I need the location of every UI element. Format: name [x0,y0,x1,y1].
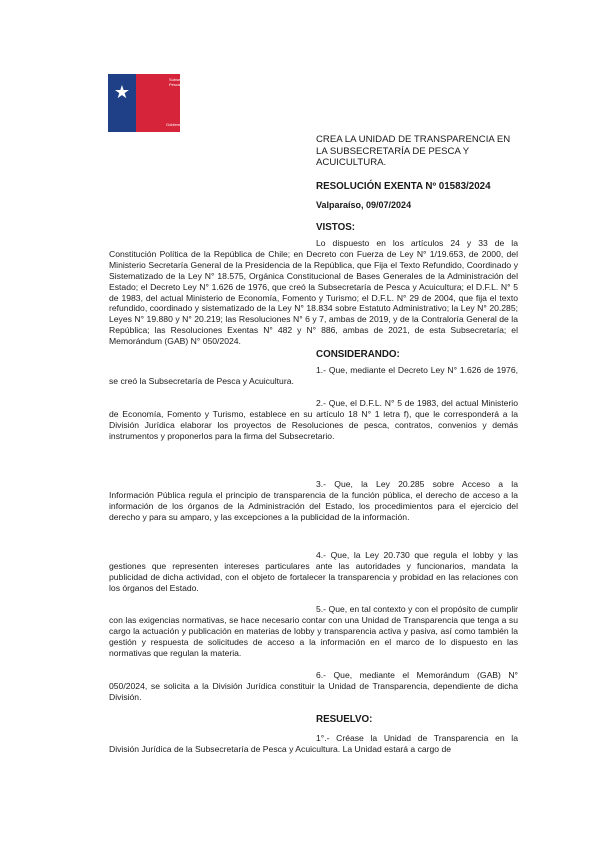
document-subject: CREA LA UNIDAD DE TRANSPARENCIA EN LA SUBSECRETARÍA DE PESCA Y ACUICULTURA. [316,134,511,168]
considerando-item-3: 3.- Que, la Ley 20.285 sobre Acceso a la Información Pública regula el principio de transparencia de la función pública, el derecho de acceso a la información de los órganos de la Administración del Estado, los procedimientos para el ejercicio del derecho y para su amparo, y las excepciones a la publicidad de la información. [109,479,518,522]
considerando-heading: CONSIDERANDO: [316,349,400,360]
logo-red-band [136,74,204,132]
logo-unit-name: Gobierno de Chile [166,122,199,127]
considerando-item-2: 2.- Que, el D.F.L. N° 5 de 1983, del actual Ministerio de Economía, Fomento y Turismo, establece en su artículo 18 N° 1 letra f), que le corresponderá a la División Jurídica elaborar los proyectos de Resoluciones de pesca, contratos, convenios y demás instrumentos y proponerlos para la firma del Subsecretario. [109,398,518,441]
resuelvo-heading: RESUELVO: [316,714,373,725]
resolution-title: RESOLUCIÓN EXENTA Nº 01583/2024 [316,181,491,192]
institution-logo [108,74,204,132]
logo-org-name: Subsecretaría de Pesca y Acuicultura [169,77,204,87]
considerando-item-5: 5.- Que, en tal contexto y con el propósito de cumplir con las exigencias normativas, se hace necesario contar con una Unidad de Transparencia que tenga a su cargo la actuación y publicación en materias de lobby y transparencia activa y pasiva, así como también la gestión y respuesta de solicitudes de acceso a la información en el marco de lo dispuesto en las normativas que regulan la materia. [109,604,518,658]
star-icon: ★ [113,82,131,102]
place-date: Valparaíso, 09/07/2024 [316,200,412,210]
vistos-text: Lo dispuesto en los artículos 24 y 33 de la Constitución Política de la República de Chile; en Decreto con Fuerza de Ley N° 1/19.653, de 2000, del Ministerio Secretaría General de la Presidencia de la República, que Fija el Texto Refundido, Coordinado y Sistematizado de la Ley N° 18.575, Orgánica Constitucional de Bases Generales de la Administración del Estado; el Decreto Ley N° 1.626 de 1976, que creó la Subsecretaría de Pesca y Acuicultura; el D.F.L. N° 5 de 1983, del actual Ministerio de Economía, Fomento y Turismo; el D.F.L. N° 29 de 2004, que fija el texto refundido, coordinado y sistematizado de la Ley N° 18.834 sobre Estatuto Administrativo; la Ley N° 20.285; Leyes N° 19.880 y N° 20.219; las Resoluciones N° 6 y 7, ambas de 2019, y de la Contraloría General de la República; las Resoluciones Exentas N° 482 y N° 886, ambas de 2021, de esta Subsecretaría; el Memorándum (GAB) N° 050/2024. [109,238,518,347]
considerando-item-6: 6.- Que, mediante el Memorándum (GAB) N° 050/2024, se solicita a la División Jurídica constituir la Unidad de Transparencia, dependiente de dicha División. [109,670,518,702]
vistos-heading: VISTOS: [316,222,356,233]
resuelvo-item-1: 1°.- Créase la Unidad de Transparencia en la División Jurídica de la Subsecretaría de Pesca y Acuicultura. La Unidad estará a cargo de [109,733,518,754]
considerando-item-4: 4.- Que, la Ley 20.730 que regula el lobby y las gestiones que representen intereses particulares ante las autoridades y funcionarios, mandata la publicidad de dicha actividad, con el objeto de fortalecer la transparencia y probidad en las relaciones con los órganos del Estado. [109,550,518,593]
logo-blue-band [108,74,136,132]
considerando-item-1: 1.- Que, mediante el Decreto Ley N° 1.626 de 1976, se creó la Subsecretaría de Pesca y Acuicultura. [109,365,518,386]
